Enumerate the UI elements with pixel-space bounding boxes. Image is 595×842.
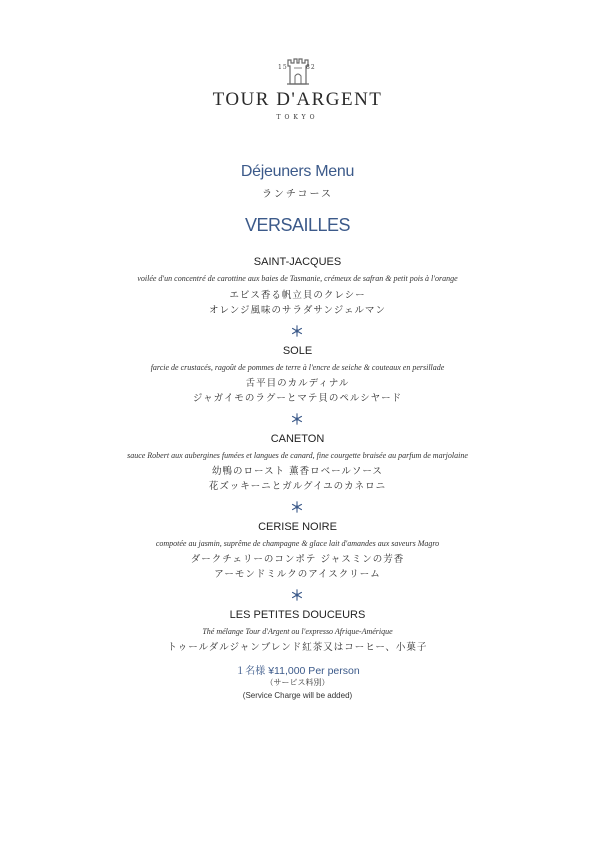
dish-description-jp: オレンジ風味のサラダサンジェルマン: [208, 305, 387, 316]
dish-name: SOLE: [282, 345, 313, 357]
dish-name: SAINT-JACQUES: [253, 256, 342, 268]
price-label-jp: １名様: [235, 666, 266, 677]
castle-tower-icon: [279, 54, 317, 88]
dish-description-jp: 舌平目のカルディナル: [245, 378, 350, 389]
dish-description-fr: farcie de crustacés, ragoût de pommes de terre à l'encre de seiche & couteaux en persillade: [150, 363, 445, 372]
snowflake-icon: [291, 501, 303, 513]
dish-description-fr: sauce Robert aux aubergines fumées et langues de canard, fine courgette braisée au parfum de marjolaine: [127, 451, 468, 460]
dish-name: LES PETITES DOUCEURS: [229, 609, 366, 621]
dish-description-fr: Thé mélange Tour d'Argent ou l'expresso Afrique-Amérique: [202, 627, 393, 636]
dish-description-jp: エビス香る帆立貝のクレシー: [229, 290, 366, 301]
logo-year-left: 15: [278, 64, 288, 71]
price: [0, 662, 595, 677]
snowflake-icon: [291, 413, 303, 425]
dish-description-jp: 幼鴨のロースト 薫香ロベールソース: [212, 466, 383, 477]
service-charge-en: (Service Charge will be added): [242, 691, 353, 700]
snowflake-icon: [291, 589, 303, 601]
dish-description-jp: ダークチェリーのコンポテ ジャスミンの芳香: [190, 554, 405, 565]
price-amount: ¥11,000 Per person: [268, 665, 360, 677]
dish-description-jp: アーモンドミルクのアイスクリーム: [214, 569, 381, 580]
brand-city: TOKYO: [276, 114, 319, 121]
dish-name: CANETON: [270, 433, 325, 445]
menu-subtitle: ランチコース: [261, 189, 334, 200]
logo-year-right: 82: [306, 64, 316, 71]
dish-description-fr: voilée d'un concentré de carottine aux baies de Tasmanie, crémeux de safran & petit pois à l'orange: [137, 274, 458, 283]
service-charge-jp: （サービス料別）: [265, 678, 330, 687]
dish-description-jp: 花ズッキーニとガルグイユのカネロニ: [208, 481, 387, 492]
dish-description-jp: ジャガイモのラグーとマテ貝のペルシヤード: [192, 393, 403, 404]
brand-name: TOUR D'ARGENT: [212, 89, 383, 110]
course-name: VERSAILLES: [244, 215, 351, 235]
snowflake-icon: [291, 325, 303, 337]
dish-description-fr: compotée au jasmin, suprême de champagne & glace lait d'amandes aux saveurs Magro: [155, 539, 440, 548]
menu-title: Déjeuners Menu: [240, 163, 355, 180]
dish-name: CERISE NOIRE: [258, 521, 337, 533]
dish-description-jp: トゥールダルジャンブレンド紅茶又はコーヒー、小菓子: [167, 642, 428, 653]
